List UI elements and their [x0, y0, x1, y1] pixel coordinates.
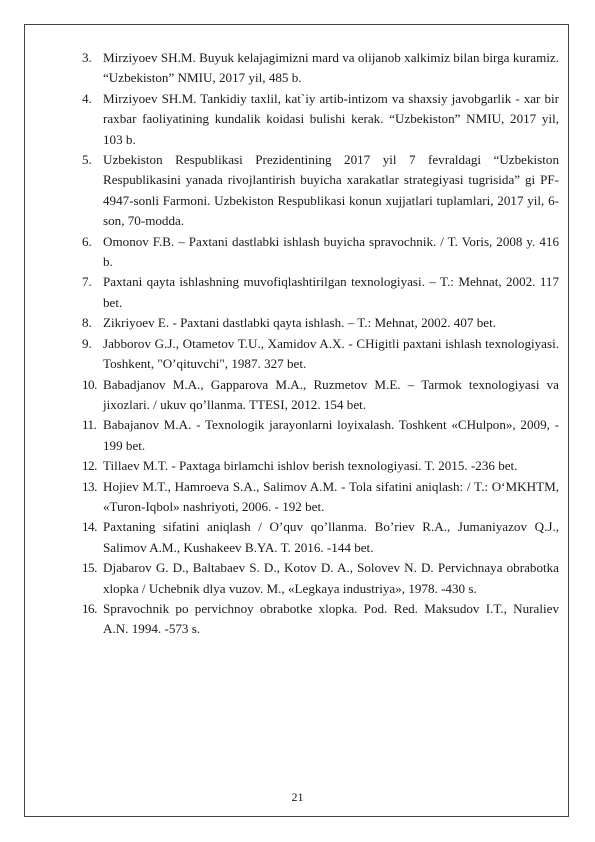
- reference-text: Mirziyoev SH.M. Buyuk kelajagimizni mard va olijanob xalkimiz bilan birga kuramiz. “Uzbekiston” NMIU, 2017 yil, 485 b.: [103, 50, 559, 86]
- reference-text: Tillaev M.T. - Paxtaga birlamchi ishlov berish texnologiyasi. T. 2015. -236 bet.: [103, 458, 518, 474]
- reference-item: [82, 313, 559, 333]
- reference-text: Hojiev M.T., Hamroeva S.A., Salimov A.M. - Tola sifatini aniqlash: / T.: O‘MKHTM, «Turon-Iqbol» nashriyoti, 2006. - 192 bet.: [103, 478, 559, 514]
- reference-text: Zikriyoev E. - Paxtani dastlabki qayta ishlash. – T.: Mehnat, 2002. 407 bet.: [103, 315, 496, 331]
- reference-number: 4.: [82, 90, 92, 106]
- reference-item: [82, 456, 559, 476]
- reference-list: [82, 48, 559, 640]
- reference-number: 12.: [82, 458, 97, 474]
- reference-text: Spravochnik po pervichnoy obrabotke xlopka. Pod. Red. Maksudov I.T., Nuraliev A.N. 1994. -573 s.: [103, 600, 559, 637]
- reference-number: 15.: [82, 560, 97, 576]
- reference-number: 6.: [82, 233, 92, 249]
- reference-number: 10.: [82, 376, 97, 392]
- reference-item: [82, 599, 559, 640]
- reference-item: [82, 558, 559, 599]
- reference-item: [82, 232, 559, 273]
- reference-item: [82, 375, 559, 416]
- reference-number: 7.: [82, 274, 92, 290]
- reference-item: [82, 89, 559, 150]
- reference-text: Babajanov M.A. - Texnologik jarayonlarni loyixalash. Toshkent «CHulpon», 2009, - 199 bet.: [103, 417, 559, 453]
- reference-item: [82, 272, 559, 313]
- reference-number: 16.: [82, 600, 97, 616]
- reference-text: Omonov F.B. – Paxtani dastlabki ishlash buyicha spravochnik. / T. Voris, 2008 y. 416 b.: [103, 233, 559, 270]
- reference-number: 14.: [82, 519, 97, 535]
- reference-item: [82, 517, 559, 558]
- reference-text: Jabborov G.J., Otametov T.U., Xamidov A.X. - CHigitli paxtani ishlash texnologiyasi. Toshkent, "O’qituvchi", 1987. 327 bet.: [103, 335, 559, 372]
- reference-text: Paxtani qayta ishlashning muvofiqlashtirilgan texnologiyasi. – T.: Mehnat, 2002. 117 bet.: [103, 274, 559, 310]
- reference-text: Uzbekiston Respublikasi Prezidentining 2017 yil 7 fevraldagi “Uzbekiston Respublikasini yanada rivojlantirish buyicha xarakatlar strategiyasi tugrisida” gi PF-4947-sonli Farmoni. Uzbekiston Respublikasi konun xujjatlari tuplamlari, 2017 yil, 6-son, 70-modda.: [103, 152, 559, 229]
- reference-number: 9.: [82, 335, 92, 351]
- reference-text: Mirziyoev SH.M. Tankidiy taxlil, kat`iy artib-intizom va shaxsiy javobgarlik - xar bir raxbar faoliyatining kundalik koidasi bulishi kerak. “Uzbekiston” NMIU, 2017 yil, 103 b.: [103, 90, 559, 147]
- reference-item: [82, 150, 559, 232]
- reference-number: 8.: [82, 315, 92, 331]
- reference-number: 5.: [82, 152, 92, 168]
- reference-item: [82, 334, 559, 375]
- reference-item: [82, 415, 559, 456]
- reference-text: Babadjanov M.A., Gapparova M.A., Ruzmetov M.E. – Tarmok texnologiyasi va jixozlari. / ukuv qo’llanma. TTESI, 2012. 154 bet.: [103, 376, 559, 412]
- reference-number: 3.: [82, 50, 92, 65]
- reference-number: 13.: [82, 478, 97, 494]
- reference-item: [82, 477, 559, 518]
- reference-item: [82, 48, 559, 89]
- reference-text: Djabarov G. D., Baltabaev S. D., Kotov D. A., Solovev N. D. Pervichnaya obrabotka xlopka / Uchebnik dlya vuzov. M., «Legkaya industriya», 1978. -430 s.: [103, 560, 559, 596]
- page-number: 21: [291, 790, 304, 804]
- reference-text: Paxtaning sifatini aniqlash / O’quv qo’llanma. Bo’riev R.A., Jumaniyazov Q.J., Salimov A.M., Kushakeev B.YA. T. 2016. -144 bet.: [103, 519, 559, 555]
- reference-number: 11.: [82, 417, 97, 433]
